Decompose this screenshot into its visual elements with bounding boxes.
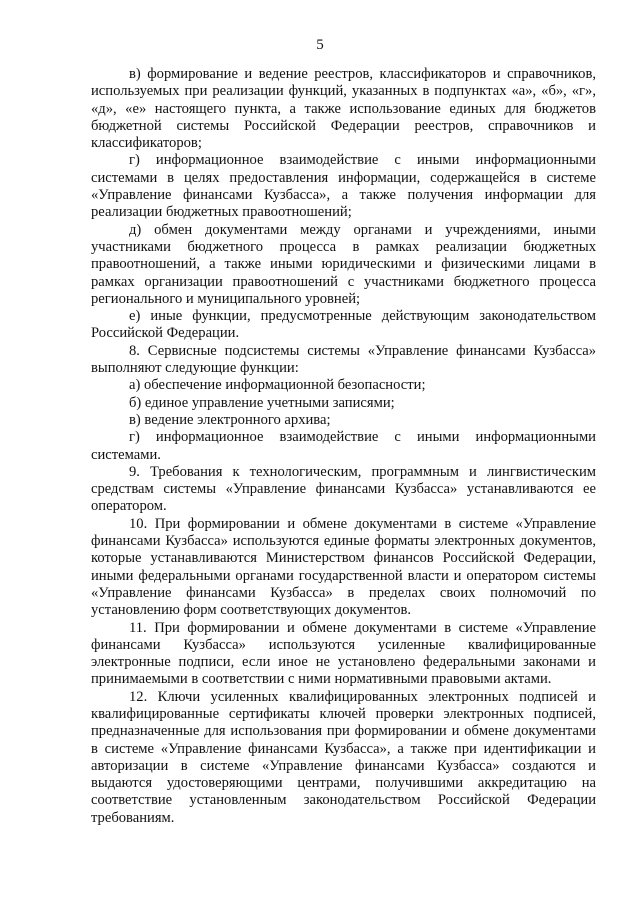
paragraph-10-formats: 10. При формировании и обмене документами в системе «Управление финансами Кузбасса» используются единые форматы электронных документов, которые устанавливаются Министерством финансов Российской Федерации, иными федеральными органами государственной власти и оператором системы «Управление финансами Кузбасса» в пределах своих полномочий по установлению форм соответствующих документов.	[91, 515, 596, 619]
paragraph-11-signatures: 11. При формировании и обмене документами в системе «Управление финансами Кузбасса» используются усиленные квалифицированные электронные подписи, если иное не установлено федеральными законами и принимаемыми в соответствии с ними нормативными правовыми актами.	[91, 619, 596, 688]
page-number: 5	[316, 37, 324, 53]
list-item-b-accounts: б) единое управление учетными записями;	[129, 394, 395, 411]
paragraph-g-information-exchange: г) информационное взаимодействие с иными информационными системами в целях предоставления информации, содержащейся в системе «Управление финансами Кузбасса», а также получения информации для реализации бюджетных правоотношений;	[91, 152, 596, 221]
paragraph-9-requirements: 9. Требования к технологическим, программным и лингвистическим средствам системы «Управление финансами Кузбасса» устанавливаются ее оператором.	[91, 463, 596, 515]
list-item-a-security: а) обеспечение информационной безопасности;	[129, 377, 426, 394]
paragraph-e-other-functions: е) иные функции, предусмотренные действующим законодательством Российской Федерации.	[91, 308, 596, 342]
list-item-v-archive: в) ведение электронного архива;	[129, 411, 331, 428]
document-body	[91, 66, 596, 827]
paragraph-8-service-subsystems: 8. Сервисные подсистемы системы «Управление финансами Кузбасса» выполняют следующие функции:	[91, 342, 596, 377]
paragraph-12-keys-certificates: 12. Ключи усиленных квалифицированных электронных подписей и квалифицированные сертификаты ключей проверки электронных подписей, предназначенные для использования при формировании и обмене документами в системе «Управление финансами Кузбасса», а также при идентификации и авторизации в системе «Управление финансами Кузбасса» создаются и выдаются удостоверяющими центрами, получившими аккредитацию на соответствие установленным законодательством Российской Федерации требованиям.	[91, 688, 596, 826]
list-item-g-interaction: г) информационное взаимодействие с иными информационными системами.	[91, 429, 596, 463]
paragraph-v-registries: в) формирование и ведение реестров, классификаторов и справочников, используемых при реализации функций, указанных в подпунктах «а», «б», «г», «д», «е» настоящего пункта, а также использование единых для бюджетов бюджетной системы Российской Федерации реестров, справочников и классификаторов;	[91, 66, 596, 152]
paragraph-d-document-exchange: д) обмен документами между органами и учреждениями, иными участниками бюджетного процесса в рамках реализации бюджетных правоотношений, а также иными юридическими и физическими лицами в рамках организации правоотношений с участниками бюджетного процесса регионального и муниципального уровней;	[91, 221, 596, 307]
